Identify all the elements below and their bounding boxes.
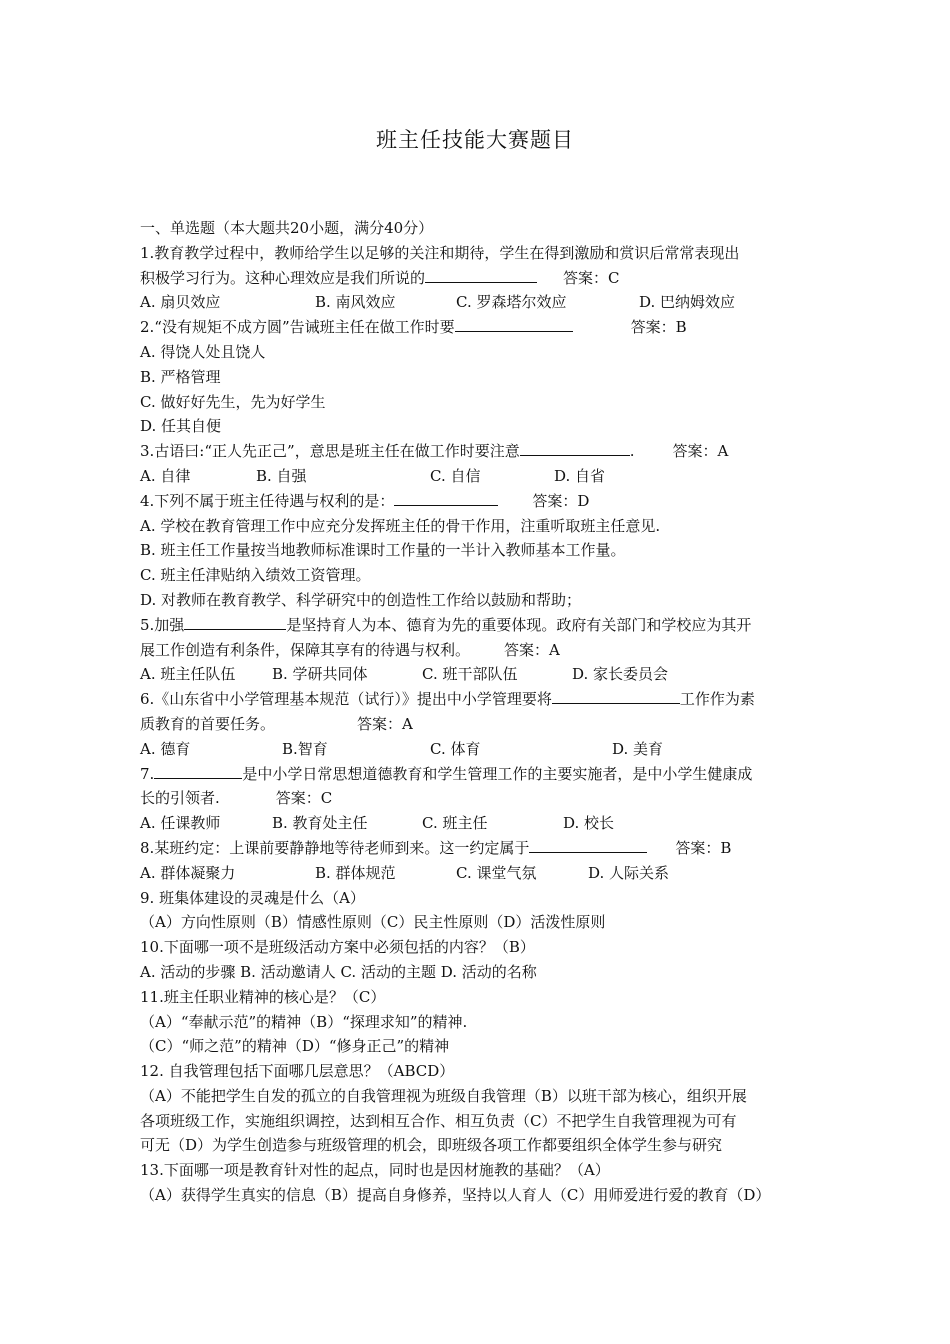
q7-answer: 答案：C — [275, 789, 333, 808]
q7-option-a: A. 任课教师 — [140, 814, 221, 833]
q11-options-line2: （C）“师之范”的精神（D）“修身正己”的精神 — [140, 1037, 450, 1056]
q3-answer: 答案：A — [672, 442, 729, 461]
q7-stem-text: 长的引领者. — [140, 789, 220, 808]
q12-options-line2: 各项班级工作，实施组织调控，达到相互合作、相互负责（C）不把学生自我管理视为可有 — [140, 1111, 737, 1130]
q8-stem-text: 8.某班约定：上课前要静静地等待老师到来。这一约定属于 — [140, 838, 530, 857]
q8-option-a: A. 群体凝聚力 — [140, 863, 236, 882]
q4-blank — [394, 489, 498, 506]
q5-stem-text: 展工作创造有利条件，保障其享有的待遇与权利。 — [140, 640, 471, 659]
q5-options — [140, 662, 830, 687]
q2-option-d: D. 任其自便 — [140, 417, 222, 436]
q6-option-a: A. 德育 — [140, 739, 191, 758]
q2-option-c: C. 做好好先生，先为好学生 — [140, 392, 326, 411]
q8-option-d: D. 人际关系 — [588, 863, 670, 882]
q2-stem — [140, 315, 830, 340]
q1-option-b: B. 南风效应 — [315, 293, 396, 312]
q6-option-b: B.智育 — [282, 739, 328, 758]
q8-answer: 答案：B — [675, 838, 732, 857]
q5-option-a: A. 班主任队伍 — [140, 665, 236, 684]
q3-blank — [520, 439, 630, 456]
q6-option-d: D. 美育 — [612, 739, 664, 758]
q1-stem-line1: 1.教育教学过程中，教师给学生以足够的关注和期待，学生在得到激励和赏识后常常表现出 — [140, 243, 740, 262]
q9-stem: 9. 班集体建设的灵魂是什么（A） — [140, 888, 365, 907]
q10-options: A. 活动的步骤 B. 活动邀请人 C. 活动的主题 D. 活动的名称 — [140, 962, 537, 981]
q7-blank — [154, 762, 242, 779]
q7-options — [140, 811, 830, 836]
q3-dot: . — [629, 442, 635, 461]
q8-stem — [140, 836, 830, 861]
q12-options-line1: （A）不能把学生自发的孤立的自我管理视为班级自我管理（B）以班干部为核心，组织开展 — [140, 1086, 747, 1105]
q8-blank — [529, 836, 647, 853]
q2-answer: 答案：B — [630, 318, 687, 337]
q6-stem-line1 — [140, 687, 830, 712]
q3-option-b: B. 自强 — [256, 466, 307, 485]
q4-option-a: A. 学校在教育管理工作中应充分发挥班主任的骨干作用，注重听取班主任意见. — [140, 516, 661, 535]
q3-option-a: A. 自律 — [140, 466, 191, 485]
q11-options-line1: （A）“奉献示范”的精神（B）“探理求知”的精神. — [140, 1012, 468, 1031]
q5-option-c: C. 班干部队伍 — [422, 665, 518, 684]
q8-option-b: B. 群体规范 — [315, 863, 396, 882]
q7-option-c: C. 班主任 — [422, 814, 488, 833]
q1-answer: 答案：C — [563, 268, 620, 287]
q4-option-c: C. 班主任津贴纳入绩效工资管理。 — [140, 566, 371, 585]
q1-option-c: C. 罗森塔尔效应 — [456, 293, 567, 312]
q5-answer: 答案：A — [504, 640, 560, 659]
q7-option-d: D. 校长 — [563, 814, 615, 833]
q1-option-d: D. 巴纳姆效应 — [639, 293, 736, 312]
q3-option-d: D. 自省 — [554, 466, 606, 485]
q8-option-c: C. 课堂气氛 — [456, 863, 537, 882]
q6-stem-line2 — [140, 712, 830, 737]
q5-stem-post: 是坚持育人为本、德育为先的重要体现。政府有关部门和学校应为其开 — [286, 615, 752, 634]
q5-option-d: D. 家长委员会 — [572, 665, 669, 684]
q13-options-line1: （A）获得学生真实的信息（B）提高自身修养，坚持以人育人（C）用师爱进行爱的教育（D） — [140, 1186, 771, 1205]
q7-stem-pre: 7. — [140, 764, 155, 783]
section-heading: 一、单选题（本大题共20小题，满分40分） — [140, 219, 434, 237]
q7-stem-line2 — [140, 786, 830, 811]
q7-stem-line1 — [140, 762, 830, 787]
q3-stem-text: 3.古语曰:“正人先正己”，意思是班主任在做工作时要注意 — [140, 442, 520, 461]
q11-stem: 11.班主任职业精神的核心是？（C） — [140, 987, 386, 1006]
q6-blank — [552, 687, 680, 704]
q5-stem-line2 — [140, 638, 830, 663]
q4-stem-text: 4.下列不属于班主任待遇与权利的是： — [140, 491, 395, 510]
document-title: 班主任技能大赛题目 — [376, 128, 574, 152]
q9-options: （A）方向性原则（B）情感性原则（C）民主性原则（D）活泼性原则 — [140, 913, 606, 932]
q6-option-c: C. 体育 — [430, 739, 481, 758]
q2-blank — [455, 315, 573, 332]
q4-option-b: B. 班主任工作量按当地教师标准课时工作量的一半计入教师基本工作量。 — [140, 541, 626, 560]
q13-stem: 13.下面哪一项是教育针对性的起点，同时也是因材施教的基础？（A） — [140, 1161, 610, 1180]
q6-stem-pre: 6.《山东省中小学管理基本规范（试行）》提出中小学管理要将 — [140, 690, 552, 709]
question-list — [140, 216, 830, 1208]
q10-stem: 10.下面哪一项不是班级活动方案中必须包括的内容？（B） — [140, 938, 535, 957]
q2-stem-text: 2.“没有规矩不成方圆”告诫班主任在做工作时要 — [140, 318, 455, 337]
q2-option-b: B. 严格管理 — [140, 367, 221, 386]
q1-stem-line2 — [140, 266, 830, 291]
q5-stem-line1 — [140, 613, 830, 638]
q6-answer: 答案：A — [357, 714, 413, 733]
q4-option-d: D. 对教师在教育教学、科学研究中的创造性工作给以鼓励和帮助； — [140, 590, 582, 609]
q5-stem-pre: 5.加强 — [140, 615, 185, 634]
q7-option-b: B. 教育处主任 — [272, 814, 368, 833]
q1-stem-text: 积极学习行为。这种心理效应是我们所说的 — [140, 268, 426, 287]
q12-options-line3: 可无（D）为学生创造参与班级管理的机会，即班级各项工作都要组织全体学生参与研究 — [140, 1136, 723, 1155]
q3-options — [140, 464, 830, 489]
q4-stem — [140, 489, 830, 514]
q1-blank — [425, 266, 537, 283]
q1-option-a: A. 扇贝效应 — [140, 293, 221, 312]
q6-stem-post: 工作作为素 — [679, 690, 755, 709]
q3-option-c: C. 自信 — [430, 466, 481, 485]
q7-stem-post: 是中小学日常思想道德教育和学生管理工作的主要实施者，是中小学生健康成 — [242, 764, 753, 783]
q6-stem-text: 质教育的首要任务。 — [140, 714, 276, 733]
q4-answer: 答案：D — [532, 491, 590, 510]
q2-option-a: A. 得饶人处且饶人 — [140, 342, 266, 361]
q12-stem: 12. 自我管理包括下面哪几层意思？（ABCD） — [140, 1062, 455, 1081]
q3-stem — [140, 439, 830, 464]
q8-options — [140, 861, 830, 886]
q5-blank — [184, 613, 286, 630]
q1-options — [140, 290, 830, 315]
q6-options — [140, 737, 830, 762]
q5-option-b: B. 学研共同体 — [272, 665, 368, 684]
